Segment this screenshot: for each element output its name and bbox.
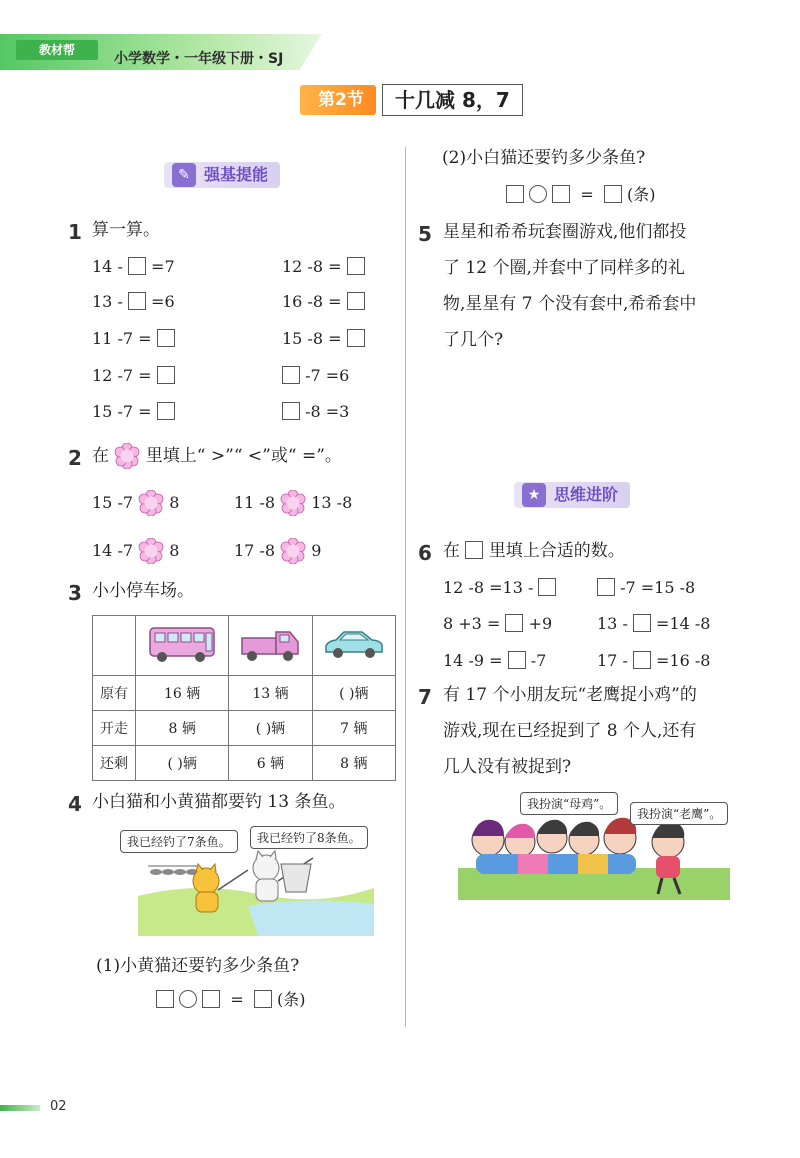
q1-right-5-b: -8 =3 [305, 402, 350, 421]
flower-answer-icon[interactable] [138, 538, 164, 564]
q6-text: 13 - [597, 614, 628, 633]
footer-bar [0, 1105, 40, 1111]
q1-left-1-a: 14 - [92, 257, 123, 276]
question-number-7: 7 [418, 685, 432, 709]
q2-item-2 [234, 490, 352, 516]
answer-box[interactable] [347, 257, 365, 275]
q2-item-2-left: 11 -8 [234, 493, 276, 512]
answer-box[interactable] [157, 402, 175, 420]
q1-right-2-a: 16 -8 = [282, 292, 342, 311]
q3-prompt: 小小停车场。 [92, 581, 194, 601]
q5-line-3: 物,星星有 7 个没有套中,希希套中 [443, 294, 697, 314]
q2-prompt-pre: 在 [92, 446, 109, 466]
answer-box[interactable] [254, 990, 272, 1008]
q2-prompt [92, 438, 342, 474]
speech-bubble-hen: 我扮演“母鸡”。 [520, 792, 618, 815]
q1-right-1-a: 12 -8 = [282, 257, 342, 276]
answer-box[interactable] [505, 614, 523, 632]
q6-prompt-pre: 在 [443, 541, 460, 561]
q4-sub2-equation [506, 185, 656, 205]
q4-prompt: 小白猫和小黄猫都要钓 13 条鱼。 [92, 792, 346, 812]
q2-item-1 [92, 490, 179, 516]
table-corner [93, 616, 136, 676]
answer-box[interactable] [128, 257, 146, 275]
truck-icon [238, 622, 302, 666]
question-number-1: 1 [68, 220, 82, 244]
section-badge: 第2节 [300, 85, 376, 115]
equals-sign: = [230, 990, 244, 1009]
bus-cell [136, 616, 229, 676]
answer-box[interactable] [604, 185, 622, 203]
column-divider [405, 147, 406, 1027]
answer-box[interactable] [508, 651, 526, 669]
q6-row-3-left [443, 651, 546, 671]
q5-line-2: 了 12 个圈,并套中了同样多的礼 [443, 258, 685, 278]
q2-item-4 [234, 538, 321, 564]
q7-line-2: 游戏,现在已经捉到了 8 个人,还有 [443, 721, 697, 741]
q1-right-4 [282, 366, 349, 386]
q6-row-3-right [597, 651, 710, 671]
book-title: 小学数学・一年级下册・SJ [114, 51, 284, 67]
q1-left-2-b: =6 [151, 292, 175, 311]
answer-box[interactable] [156, 990, 174, 1008]
q5-line-1: 星星和希希玩套圈游戏,他们都投 [443, 222, 687, 242]
q6-row-2-left [443, 614, 552, 634]
q6-text: =14 -8 [656, 614, 711, 633]
q6-text: +9 [528, 614, 553, 633]
flower-answer-icon[interactable] [280, 538, 306, 564]
q1-right-1 [282, 257, 365, 277]
answer-box[interactable] [538, 578, 556, 596]
medal-icon: ★ [522, 483, 546, 507]
q2-item-3-right: 8 [169, 541, 180, 560]
q6-text: -7 =15 -8 [620, 578, 696, 597]
q4-sub1-equation [156, 990, 306, 1010]
flower-answer-icon[interactable] [280, 490, 306, 516]
speech-bubble-2: 我已经钓了8条鱼。 [250, 826, 368, 849]
operator-circle[interactable] [529, 185, 547, 203]
q2-item-1-left: 15 -7 [92, 493, 134, 512]
q1-left-4-a: 12 -7 = [92, 366, 152, 385]
q2-prompt-post: 里填上“ >”“ <”或“ =”。 [145, 446, 342, 466]
brand-badge: 教材帮 [16, 40, 98, 60]
q1-right-3 [282, 329, 365, 349]
table-cell: 7 辆 [312, 711, 395, 746]
q1-left-1-b: =7 [151, 257, 175, 276]
car-icon [322, 624, 386, 664]
table-cell[interactable]: ( )辆 [312, 676, 395, 711]
table-cell: 8 辆 [312, 746, 395, 781]
table-cell[interactable]: ( )辆 [136, 746, 229, 781]
table-cell: 8 辆 [136, 711, 229, 746]
question-number-2: 2 [68, 446, 82, 470]
q2-item-2-right: 13 -8 [311, 493, 353, 512]
pencil-icon: ✎ [172, 163, 196, 187]
q6-prompt [443, 533, 625, 569]
q4-sub2: (2)小白猫还要钓多少条鱼? [442, 148, 646, 168]
q1-prompt: 算一算。 [92, 220, 160, 240]
question-number-6: 6 [418, 541, 432, 565]
q1-right-3-a: 15 -8 = [282, 329, 342, 348]
answer-box[interactable] [552, 185, 570, 203]
q1-left-1 [92, 257, 175, 277]
q2-item-1-right: 8 [169, 493, 180, 512]
answer-box[interactable] [157, 329, 175, 347]
q6-text: -7 [530, 651, 547, 670]
car-cell [312, 616, 395, 676]
q6-text: =16 -8 [656, 651, 711, 670]
q6-row-2-right [597, 614, 710, 634]
answer-box[interactable] [202, 990, 220, 1008]
q1-left-3-a: 11 -7 = [92, 329, 152, 348]
parking-table [92, 615, 396, 781]
question-number-3: 3 [68, 581, 82, 605]
answer-box[interactable] [282, 366, 300, 384]
q2-item-4-left: 17 -8 [234, 541, 276, 560]
q1-left-3 [92, 329, 175, 349]
answer-box[interactable] [347, 329, 365, 347]
answer-box[interactable] [597, 578, 615, 596]
q1-left-5-a: 15 -7 = [92, 402, 152, 421]
fishing-illustration [127, 826, 374, 936]
q1-left-4 [92, 366, 175, 386]
q2-item-3 [92, 538, 179, 564]
operator-circle[interactable] [179, 990, 197, 1008]
table-cell: 13 辆 [229, 676, 312, 711]
banner-advanced [514, 482, 630, 508]
answer-box[interactable] [128, 292, 146, 310]
q6-text: 8 +3 = [443, 614, 501, 633]
section-title: 十几减 8，7 [382, 84, 523, 116]
box-icon [465, 541, 483, 559]
q1-left-2 [92, 292, 175, 312]
q6-row-1-left [443, 578, 556, 598]
answer-box[interactable] [633, 651, 651, 669]
q7-line-1: 有 17 个小朋友玩“老鹰捉小鸡”的 [443, 685, 697, 705]
speech-bubble-eagle: 我扮演“老鹰”。 [630, 802, 728, 825]
table-cell[interactable]: ( )辆 [229, 711, 312, 746]
row-label-left: 开走 [93, 711, 136, 746]
speech-bubble-1: 我已经钓了7条鱼。 [120, 830, 238, 853]
banner-advanced-label: 思维进阶 [514, 482, 630, 508]
flower-answer-icon[interactable] [138, 490, 164, 516]
q6-prompt-post: 里填上合适的数。 [488, 541, 625, 561]
row-label-original: 原有 [93, 676, 136, 711]
game-illustration [458, 790, 730, 900]
row-label-remaining: 还剩 [93, 746, 136, 781]
q2-item-4-right: 9 [311, 541, 322, 560]
table-cell: 6 辆 [229, 746, 312, 781]
banner-basic-label: 强基提能 [164, 162, 280, 188]
q4-sub1: (1)小黄猫还要钓多少条鱼? [96, 956, 300, 976]
answer-box[interactable] [157, 366, 175, 384]
table-cell: 16 辆 [136, 676, 229, 711]
q1-left-5 [92, 402, 175, 422]
page-number: 02 [50, 1099, 67, 1114]
truck-cell [229, 616, 312, 676]
banner-basic [164, 162, 280, 188]
answer-box[interactable] [506, 185, 524, 203]
question-number-4: 4 [68, 792, 82, 816]
bus-icon [146, 622, 218, 666]
q6-text: 12 -8 =13 - [443, 578, 534, 597]
equals-sign: = [580, 185, 594, 204]
q5-line-4: 了几个? [443, 330, 504, 350]
answer-box[interactable] [282, 402, 300, 420]
q7-line-3: 几人没有被捉到? [443, 757, 572, 777]
q1-right-2 [282, 292, 365, 312]
q2-item-3-left: 14 -7 [92, 541, 134, 560]
q1-right-4-b: -7 =6 [305, 366, 350, 385]
q1-right-5 [282, 402, 349, 422]
unit-label: (条) [627, 185, 656, 204]
answer-box[interactable] [633, 614, 651, 632]
unit-label: (条) [277, 990, 306, 1009]
answer-box[interactable] [347, 292, 365, 310]
q6-row-1-right [597, 578, 695, 598]
q6-text: 14 -9 = [443, 651, 503, 670]
q6-text: 17 - [597, 651, 628, 670]
q1-left-2-a: 13 - [92, 292, 123, 311]
question-number-5: 5 [418, 222, 432, 246]
flower-icon [114, 443, 140, 469]
